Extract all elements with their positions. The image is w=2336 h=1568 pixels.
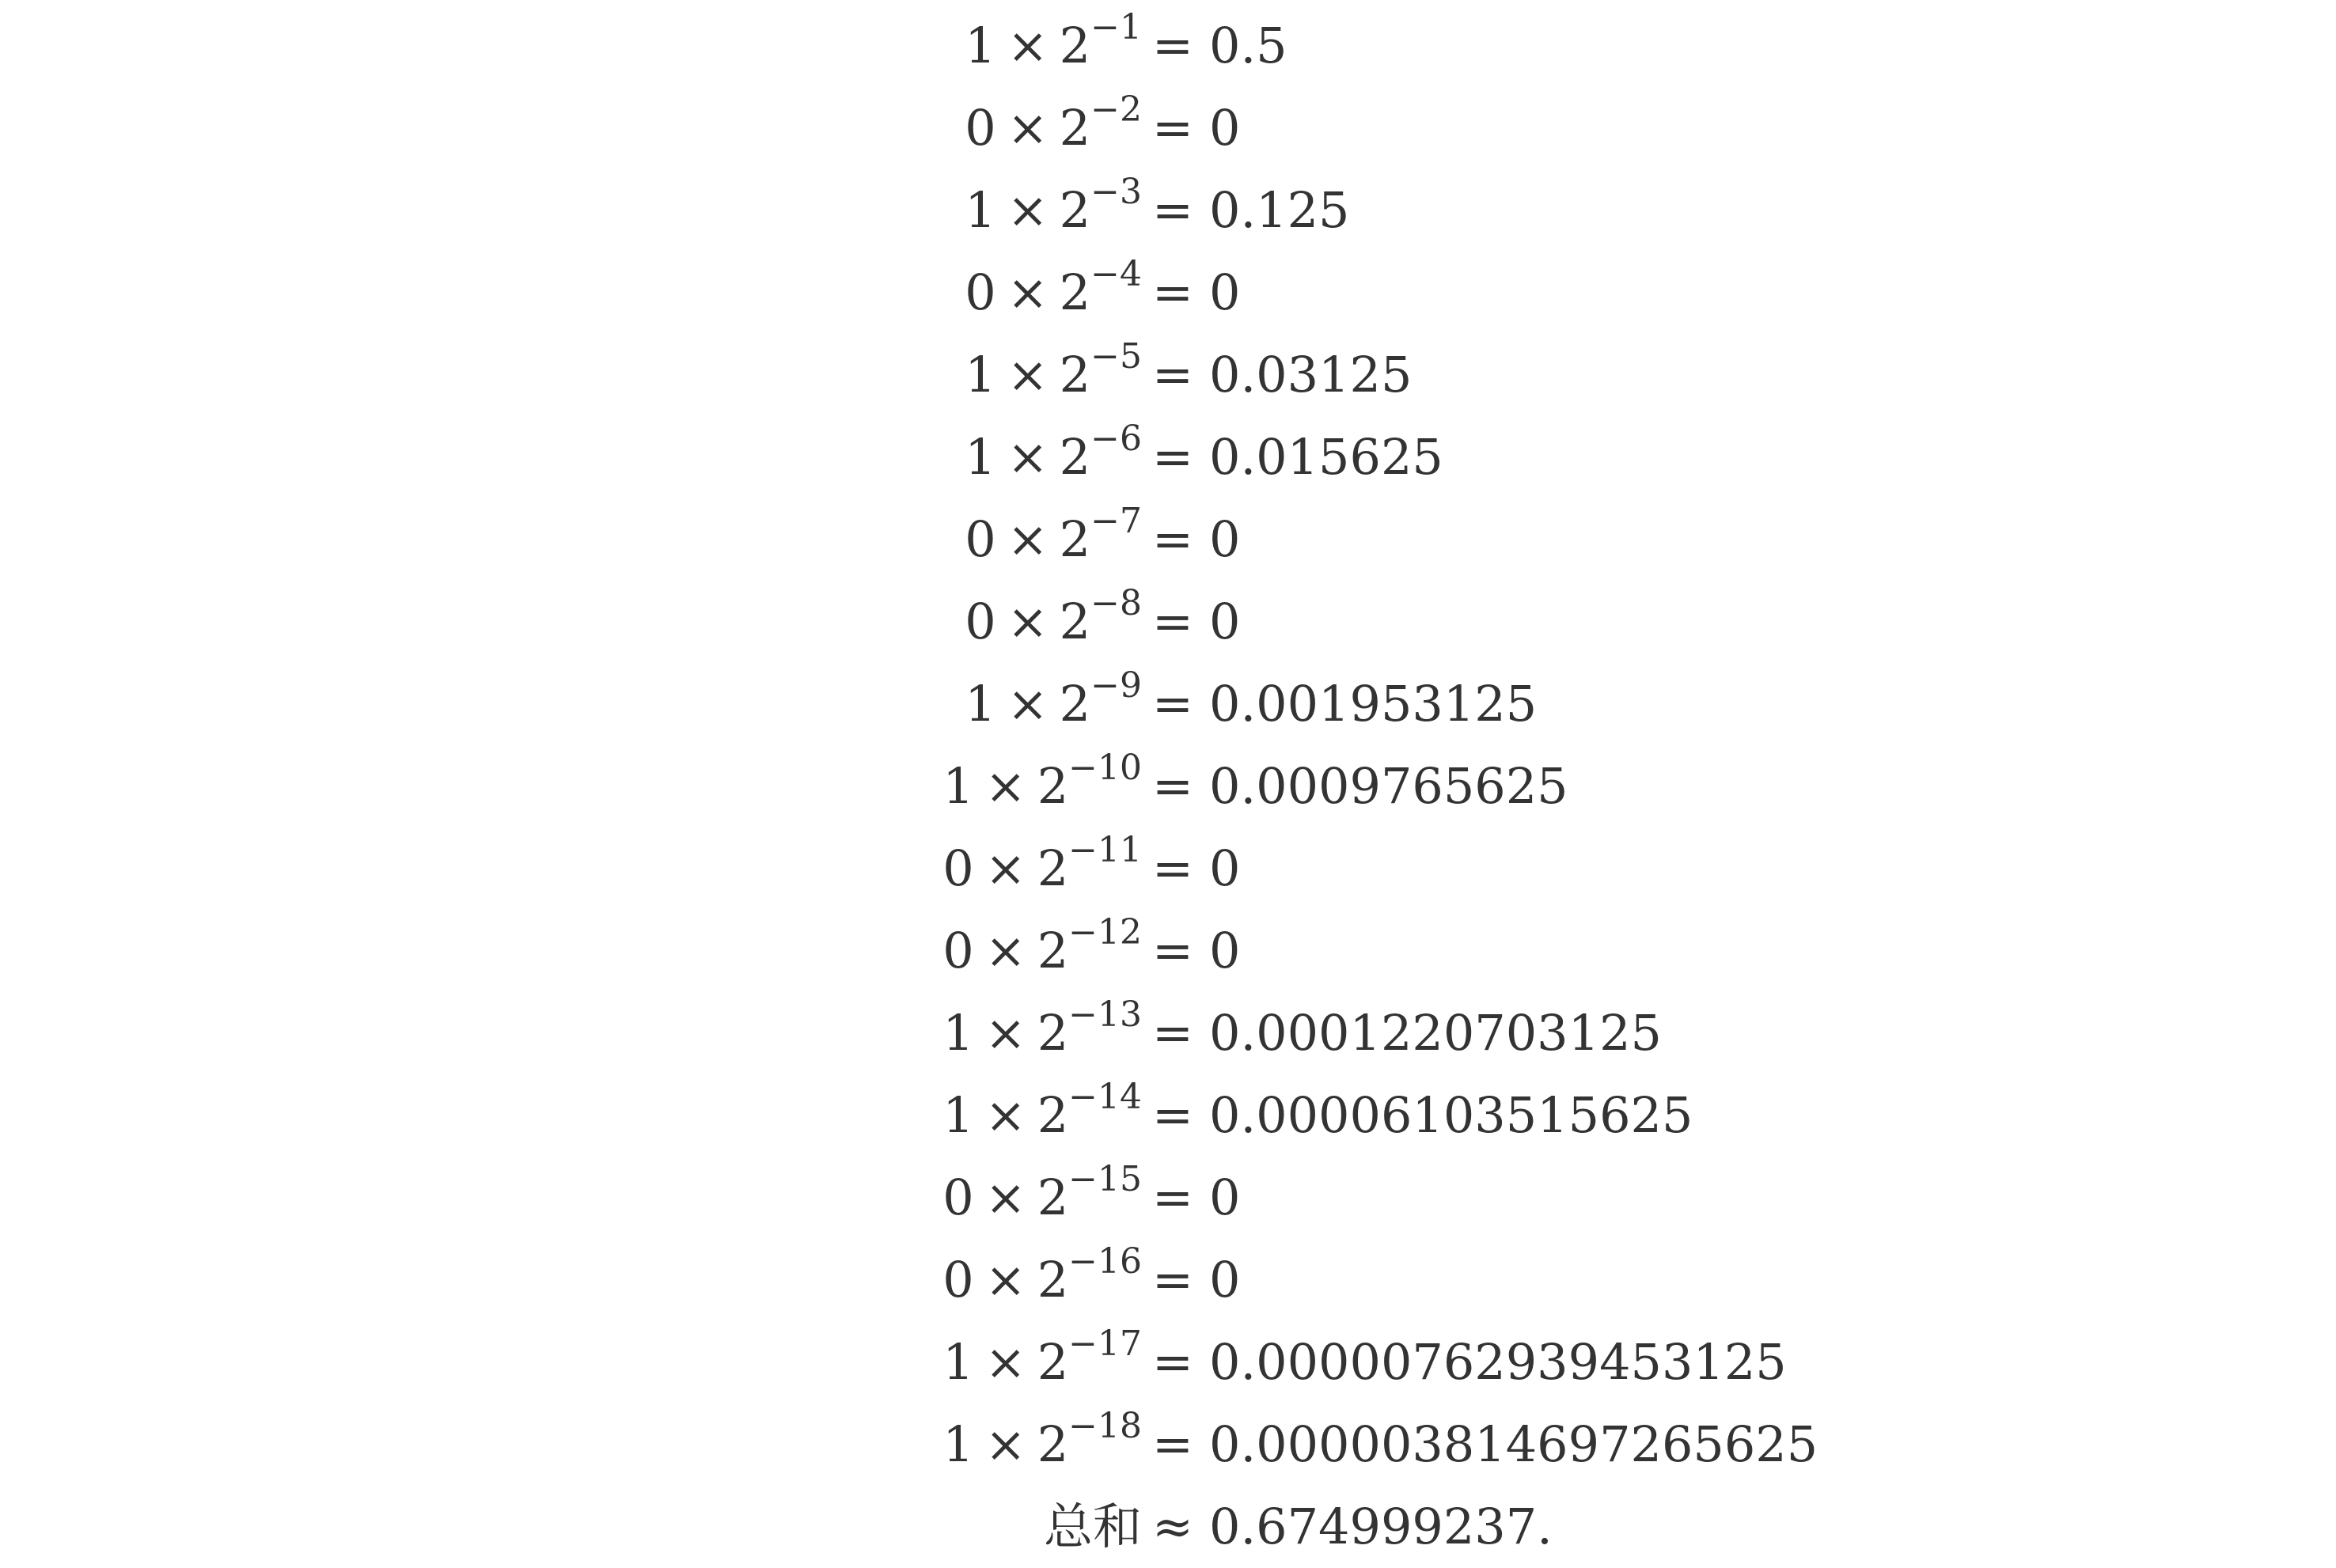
term-coefficient: 0: [965, 593, 996, 650]
times-symbol: ×: [984, 757, 1026, 815]
term-row: [0, 910, 2336, 992]
term-row: [0, 1157, 2336, 1239]
equals-symbol: =: [1152, 1415, 1193, 1473]
term-row: [0, 334, 2336, 416]
term-value: 0: [1209, 263, 1241, 321]
term-row: [0, 498, 2336, 581]
term-base: 2: [1059, 17, 1091, 74]
term-value: 0.0001220703125: [1209, 1004, 1662, 1062]
term-coefficient: 1: [942, 757, 974, 815]
times-symbol: ×: [984, 1168, 1026, 1226]
term-exponent: −13: [1068, 994, 1142, 1036]
term-coefficient: 0: [942, 922, 974, 979]
term-row: [0, 252, 2336, 334]
term-value: 0: [1209, 922, 1241, 979]
term-coefficient: 1: [942, 1004, 974, 1062]
term-value: 0: [1209, 1168, 1241, 1226]
term-coefficient: 1: [942, 1333, 974, 1391]
term-value: 0.000003814697265625: [1209, 1415, 1818, 1473]
term-base: 2: [1037, 1415, 1069, 1473]
equals-symbol: =: [1152, 1333, 1193, 1391]
term-value: 0.001953125: [1209, 675, 1538, 733]
equals-symbol: =: [1152, 17, 1193, 74]
term-row: [0, 87, 2336, 169]
term-expression: [942, 828, 1142, 910]
equals-symbol: =: [1152, 346, 1193, 403]
times-symbol: ×: [1007, 263, 1049, 321]
term-base: 2: [1037, 1086, 1069, 1144]
sum-label: 总和: [1043, 1498, 1142, 1555]
term-exponent: −11: [1068, 830, 1142, 871]
term-expression: [965, 87, 1142, 169]
term-row: [0, 1074, 2336, 1157]
term-row: [0, 416, 2336, 498]
term-exponent: −10: [1068, 748, 1142, 789]
term-exponent: −7: [1090, 501, 1142, 542]
term-base: 2: [1037, 1004, 1069, 1062]
term-value: 0.015625: [1209, 428, 1443, 486]
equals-symbol: =: [1152, 839, 1193, 897]
term-value: 0.03125: [1209, 346, 1413, 403]
times-symbol: ×: [1007, 510, 1049, 568]
term-rows: [0, 5, 2336, 1486]
term-exponent: −3: [1090, 172, 1142, 213]
term-expression: [965, 5, 1142, 87]
equals-symbol: =: [1152, 181, 1193, 239]
times-symbol: ×: [1007, 17, 1049, 74]
times-symbol: ×: [1007, 675, 1049, 733]
equals-symbol: =: [1152, 922, 1193, 979]
term-value: 0.00006103515625: [1209, 1086, 1693, 1144]
term-expression: [942, 992, 1142, 1074]
term-base: 2: [1037, 839, 1069, 897]
term-row: [0, 581, 2336, 663]
term-coefficient: 1: [965, 428, 996, 486]
term-value: 0.0009765625: [1209, 757, 1568, 815]
equals-symbol: =: [1152, 428, 1193, 486]
term-coefficient: 0: [965, 263, 996, 321]
term-exponent: −4: [1090, 254, 1142, 295]
term-exponent: −6: [1090, 419, 1142, 460]
term-exponent: −9: [1090, 665, 1142, 706]
term-base: 2: [1037, 1168, 1069, 1226]
term-exponent: −17: [1068, 1324, 1142, 1365]
term-base: 2: [1037, 922, 1069, 979]
term-exponent: −18: [1068, 1406, 1142, 1447]
equals-symbol: =: [1152, 99, 1193, 157]
times-symbol: ×: [1007, 428, 1049, 486]
times-symbol: ×: [984, 1333, 1026, 1391]
term-value: 0: [1209, 99, 1241, 157]
term-value: 0: [1209, 839, 1241, 897]
term-base: 2: [1059, 181, 1091, 239]
term-base: 2: [1059, 593, 1091, 650]
term-row: [0, 5, 2336, 87]
term-base: 2: [1059, 263, 1091, 321]
term-coefficient: 1: [942, 1415, 974, 1473]
term-row: [0, 745, 2336, 828]
term-expression: [942, 1074, 1142, 1157]
term-exponent: −16: [1068, 1241, 1142, 1282]
term-base: 2: [1037, 757, 1069, 815]
term-row: [0, 663, 2336, 745]
term-coefficient: 1: [965, 346, 996, 403]
term-coefficient: 0: [942, 1251, 974, 1309]
term-base: 2: [1059, 428, 1091, 486]
term-coefficient: 1: [965, 675, 996, 733]
times-symbol: ×: [984, 1415, 1026, 1473]
term-expression: [965, 252, 1142, 334]
equation-block: [0, 5, 2336, 1568]
term-coefficient: 1: [965, 181, 996, 239]
times-symbol: ×: [984, 922, 1026, 979]
term-expression: [965, 498, 1142, 581]
term-coefficient: 1: [965, 17, 996, 74]
equals-symbol: =: [1152, 510, 1193, 568]
term-expression: [965, 169, 1142, 252]
term-row: [0, 828, 2336, 910]
term-base: 2: [1059, 510, 1091, 568]
term-expression: [942, 1321, 1142, 1403]
term-value: 0: [1209, 510, 1241, 568]
sum-row: [0, 1486, 2336, 1568]
term-row: [0, 1321, 2336, 1403]
equals-symbol: =: [1152, 263, 1193, 321]
term-exponent: −8: [1090, 583, 1142, 624]
equals-symbol: =: [1152, 757, 1193, 815]
term-expression: [965, 663, 1142, 745]
equals-symbol: =: [1152, 1251, 1193, 1309]
approx-symbol: ≈: [1152, 1498, 1193, 1555]
term-expression: [965, 416, 1142, 498]
term-coefficient: 1: [942, 1086, 974, 1144]
term-expression: [942, 1239, 1142, 1321]
term-value: 0.125: [1209, 181, 1350, 239]
times-symbol: ×: [1007, 593, 1049, 650]
times-symbol: ×: [984, 1004, 1026, 1062]
times-symbol: ×: [984, 839, 1026, 897]
term-row: [0, 1403, 2336, 1486]
term-base: 2: [1059, 99, 1091, 157]
term-row: [0, 169, 2336, 252]
term-expression: [942, 745, 1142, 828]
equals-symbol: =: [1152, 1168, 1193, 1226]
equals-symbol: =: [1152, 1004, 1193, 1062]
term-exponent: −15: [1068, 1159, 1142, 1200]
term-exponent: −2: [1090, 89, 1142, 131]
term-expression: [942, 910, 1142, 992]
equals-symbol: =: [1152, 675, 1193, 733]
times-symbol: ×: [1007, 181, 1049, 239]
term-coefficient: 0: [965, 99, 996, 157]
term-row: [0, 992, 2336, 1074]
term-value: 0: [1209, 1251, 1241, 1309]
term-base: 2: [1059, 346, 1091, 403]
term-exponent: −14: [1068, 1077, 1142, 1118]
term-base: 2: [1037, 1333, 1069, 1391]
term-expression: [965, 334, 1142, 416]
term-base: 2: [1037, 1251, 1069, 1309]
term-exponent: −5: [1090, 336, 1142, 377]
sum-value: 0.674999237.: [1209, 1498, 1553, 1555]
equals-symbol: =: [1152, 1086, 1193, 1144]
term-coefficient: 0: [942, 839, 974, 897]
term-value: 0.5: [1209, 17, 1287, 74]
term-expression: [965, 581, 1142, 663]
term-value: 0: [1209, 593, 1241, 650]
times-symbol: ×: [1007, 99, 1049, 157]
term-row: [0, 1239, 2336, 1321]
times-symbol: ×: [984, 1251, 1026, 1309]
term-expression: [942, 1157, 1142, 1239]
times-symbol: ×: [1007, 346, 1049, 403]
term-coefficient: 0: [942, 1168, 974, 1226]
term-base: 2: [1059, 675, 1091, 733]
equals-symbol: =: [1152, 593, 1193, 650]
term-exponent: −1: [1090, 7, 1142, 48]
times-symbol: ×: [984, 1086, 1026, 1144]
term-coefficient: 0: [965, 510, 996, 568]
term-expression: [942, 1403, 1142, 1486]
term-exponent: −12: [1068, 912, 1142, 953]
term-value: 0.00000762939453125: [1209, 1333, 1787, 1391]
